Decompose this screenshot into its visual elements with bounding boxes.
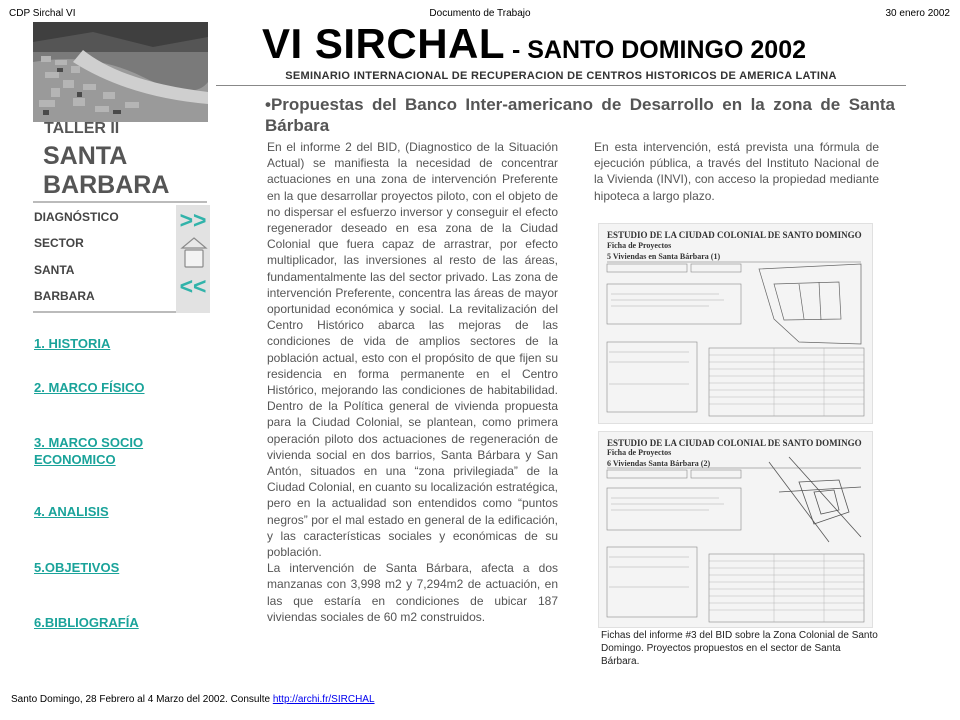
diag-line: SECTOR: [34, 236, 84, 250]
project-sheet-scan: [598, 223, 873, 424]
menu-link-objetivos[interactable]: 5.OBJETIVOS: [34, 560, 120, 575]
sheet-subtitle: Ficha de Proyectos: [607, 448, 672, 457]
body-column-right: [594, 139, 879, 204]
menu-link-bibliografia[interactable]: 6.BIBLIOGRAFÍA: [34, 615, 139, 630]
taller-label: TALLER II: [44, 120, 120, 137]
taller-divider: [33, 201, 207, 203]
taller-name: SANTA BARBARA: [43, 142, 170, 199]
diag-line: BARBARA: [34, 289, 95, 303]
diag-line: DIAGNÓSTICO: [34, 210, 119, 224]
body-column-left: [267, 139, 558, 625]
sirchal-link[interactable]: http://archi.fr/SIRCHAL: [272, 694, 375, 705]
home-icon[interactable]: [180, 235, 208, 271]
next-page-icon[interactable]: >>: [179, 207, 207, 233]
body-paragraph: En el informe 2 del BID, (Diagnostico de la Situación Actual) se manifiesta la necesidad de concentrar actuaciones en una zona de intervención Preferente en la que desarrollar proyectos piloto, con el objeto de no dispersar el esfuerzo inversor y conseguir el efecto regenerador deseado en esa zona de la Ciudad Colonial que fuera capaz de arrastrar, por efecto multiplicador, las inversiones al resto de las áreas, fundamentalmente las del sector privado. Las zona de intervención Preferente, concentra las áreas de mayor oportunidad económica y social. La revitalización del Centro Histórico abarca las mejoras de las condiciones de vida de amplios sectores de la población actual, esto con el propósito de que fijen su residencia en forma permanente en el Centro Histórico, mejorando las condiciones de habitabilidad. Dentro de la Política general de vivienda propuesta para la Ciudad Colonial, se plantean, como primera operación piloto dos actuaciones de regeneración de vivienda social en dos barrios, Santa Bárbara y San Antón, situados en una “zona privilegiada” de la Ciudad Colonial, en cuanto su localización estratégica, pero en la actualidad son entendidos como “puntos negros” por el mal estado en general de la edificación, y las características sociales y económicas de su población.: [267, 140, 558, 560]
header-divider: [216, 85, 906, 86]
page-subtitle: SEMINARIO INTERNACIONAL DE RECUPERACION DE CENTROS HISTORICOS DE AMERICA LATINA: [285, 70, 837, 82]
header-meta-date: 30 enero 2002: [885, 8, 950, 19]
menu-link-analisis[interactable]: 4. ANALISIS: [34, 504, 109, 519]
page-title: [262, 20, 806, 68]
sheet-project-name: 5 Viviendas en Santa Bárbara (1): [607, 252, 721, 261]
footer-text: Santo Domingo, 28 Febrero al 4 Marzo del 2002. Consulte: [11, 694, 273, 705]
sheet-drawing: [599, 432, 873, 628]
menu-link-historia[interactable]: 1. HISTORIA: [34, 336, 111, 351]
header-meta-left: CDP Sirchal VI: [9, 8, 76, 19]
aerial-photo: [33, 22, 208, 122]
diag-line: SANTA: [34, 263, 75, 277]
section-heading: •Propuestas del Banco Inter-americano de Desarrollo en la zona de Santa Bárbara: [265, 95, 895, 135]
sheet-drawing: [599, 224, 873, 424]
footer: [11, 694, 375, 705]
body-paragraph: La intervención de Santa Bárbara, afecta a dos manzanas con 3,998 m2 y 7,294m2 de actuación, en las que estaría en condiciones de ubicar 187 viviendas sociales de 60 m2 construidos.: [267, 561, 558, 624]
sheet-project-name: 6 Viviendas Santa Bárbara (2): [607, 459, 711, 468]
diagnostico-box: [33, 205, 176, 313]
menu-link-marco-fisico[interactable]: 2. MARCO FÍSICO: [34, 380, 145, 395]
title-main: VI SIRCHAL: [262, 20, 506, 67]
body-paragraph: En esta intervención, está prevista una fórmula de ejecución pública, a través del Instituto Nacional de la Vivienda (INVI), con acceso la propiedad mediante hipoteca a largo plazo.: [594, 140, 879, 203]
project-sheet-scan: [598, 431, 873, 628]
header-meta-center: Documento de Trabajo: [429, 8, 531, 19]
sheet-title: ESTUDIO DE LA CIUDAD COLONIAL DE SANTO DOMINGO: [607, 230, 862, 240]
title-sub: - SANTO DOMINGO 2002: [505, 36, 807, 64]
previous-page-icon[interactable]: <<: [179, 273, 207, 299]
sheet-title: ESTUDIO DE LA CIUDAD COLONIAL DE SANTO DOMINGO: [607, 438, 862, 448]
sheet-subtitle: Ficha de Proyectos: [607, 241, 672, 250]
menu-link-marco-socio-economico[interactable]: 3. MARCO SOCIO ECONOMICO: [34, 435, 144, 467]
figure-caption: Fichas del informe #3 del BID sobre la Zona Colonial de Santo Domingo. Proyectos propuestos en el sector de Santa Bárbara.: [601, 630, 878, 667]
